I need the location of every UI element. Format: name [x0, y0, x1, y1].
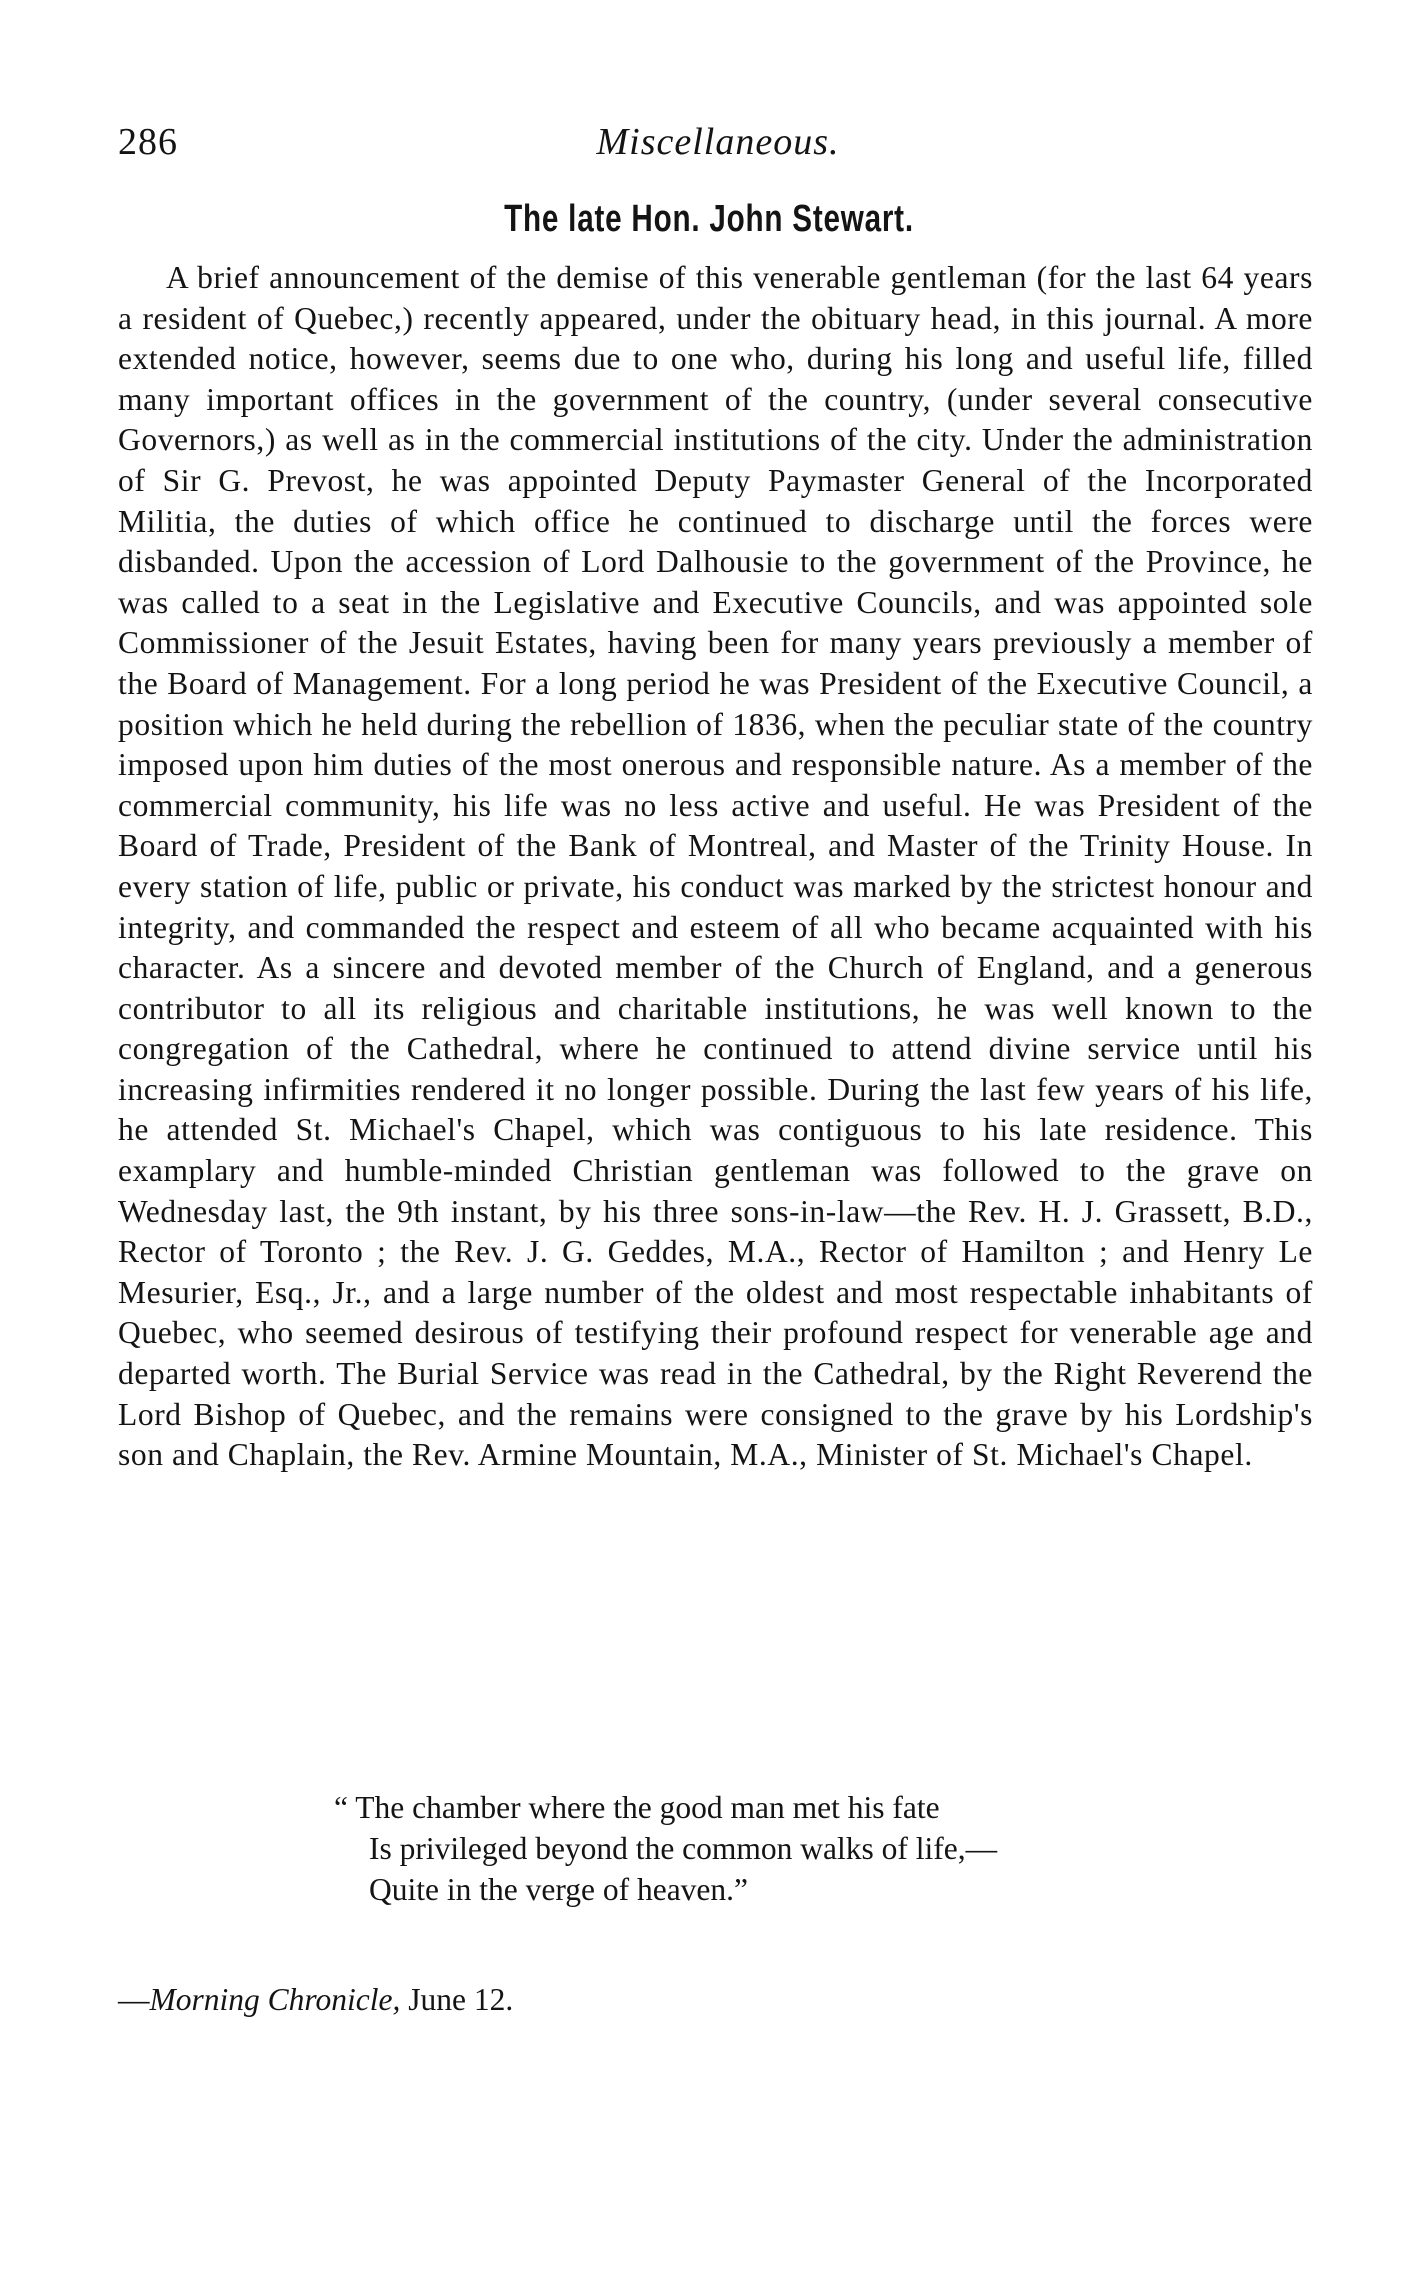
- verse-line-2: Is privileged beyond the common walks of life,—: [369, 1831, 998, 1866]
- attribution-dash: —: [118, 1982, 150, 2017]
- attribution-date: June 12.: [400, 1982, 514, 2017]
- section-title: Miscellaneous.: [596, 121, 840, 163]
- article-title: The late Hon. John Stewart.: [504, 198, 914, 240]
- quoted-verse: [334, 1787, 1234, 1910]
- verse-line-3: Quite in the verge of heaven.”: [369, 1872, 749, 1907]
- verse-line-1: “ The chamber where the good man met his fate: [334, 1790, 940, 1825]
- page-number: 286: [118, 121, 178, 163]
- attribution-source: Morning Chronicle,: [149, 1982, 401, 2017]
- article-body: A brief announcement of the demise of this venerable gentleman (for the last 64 years a resident of Quebec,) recently appeared, under the obituary head, in this journal. A more extended notice, however, seems due to one who, during his long and useful life, filled many important offices in the government of the country, (under several consecutive Governors,) as well as in the commercial institutions of the city. Under the administration of Sir G. Prevost, he was appointed Deputy Paymaster General of the Incorporated Militia, the duties of which office he continued to discharge until the forces were disbanded. Upon the accession of Lord Dalhousie to the government of the Province, he was called to a seat in the Legislative and Executive Councils, and was appointed sole Commissioner of the Jesuit Estates, having been for many years previously a member of the Board of Management. For a long period he was President of the Executive Council, a position which he held during the rebellion of 1836, when the peculiar state of the country imposed upon him duties of the most onerous and responsible nature. As a member of the commercial community, his life was no less active and useful. He was President of the Board of Trade, President of the Bank of Montreal, and Master of the Trinity House. In every station of life, public or private, his conduct was marked by the strictest honour and integrity, and commanded the respect and esteem of all who became acquainted with his character. As a sincere and devoted member of the Church of England, and a generous contributor to all its religious and charitable institutions, he was well known to the congregation of the Cathedral, where he continued to attend divine service until his increasing infirmities rendered it no longer possible. During the last few years of his life, he attended St. Michael's Chapel, which was contiguous to his late residence. This examplary and humble-minded Christian gentleman was followed to the grave on Wednesday last, the 9th instant, by his three sons-in-law—the Rev. H. J. Grassett, B.D., Rector of Toronto ; the Rev. J. G. Geddes, M.A., Rector of Hamilton ; and Henry Le Mesurier, Esq., Jr., and a large number of the oldest and most respectable inhabitants of Quebec, who seemed desirous of testifying their profound respect for venerable age and departed worth. The Burial Service was read in the Cathedral, by the Right Reverend the Lord Bishop of Quebec, and the remains were consigned to the grave by his Lordship's son and Chaplain, the Rev. Armine Mountain, M.A., Minister of St. Michael's Chapel.: [118, 260, 1313, 1473]
- quote-attribution: [118, 1982, 513, 2018]
- running-header: [118, 120, 1318, 170]
